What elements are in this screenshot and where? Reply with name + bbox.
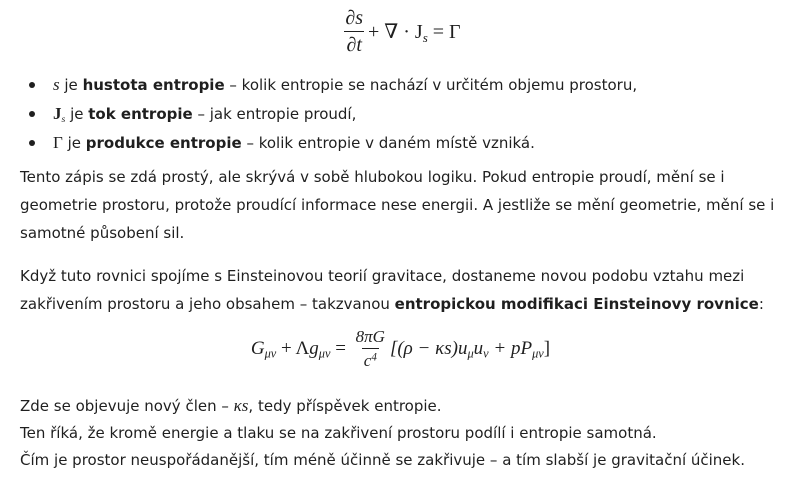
text-line: Čím je prostor neuspořádanější, tím méně účinně se zakřivuje – a tím slabší je gravitační účinek. [20,451,745,469]
fraction-denominator [362,348,379,369]
equation-divergence-term [368,21,461,43]
c-exponent: 4 [371,351,377,364]
closing-bracket: ] [543,338,551,359]
term-entropy-production: produkce entropie [85,134,242,152]
pressure-term: + pP [488,338,533,359]
equation-rhs: = Γ [427,20,461,43]
P-subscript: μν [532,346,544,361]
time-derivative-fraction [343,8,365,55]
term-entropic-modification: entropickou modifikaci Einsteinovy rovnice [394,295,759,313]
plus-lambda: + Λ [276,338,310,359]
symbol-j: J [53,104,62,123]
paragraph-geometry: Tento zápis se zdá prostý, ale skrývá v sobě hlubokou logiku. Pokud entropie proudí, mění se i geometrie prostoru, protože proudící informace nese energii. A jestliže se mění geometrie, mění se i samotné působení sil. [20,168,775,242]
flux-subscript: s [422,29,428,45]
divergence-operator: + ∇ · J [368,20,423,43]
list-item [20,70,637,99]
list-item-connector: je [59,76,83,94]
list-item [20,99,637,128]
text-line [20,393,442,419]
fraction-denominator: ∂t [344,31,363,55]
coupling-fraction [354,328,387,369]
stress-energy-term [390,338,550,359]
list-item-connector: je [62,134,86,152]
paragraph-text: Když tuto rovnici spojíme s Einsteinovou teorií gravitace, dostaneme novou podobu vztahu mezi zakřivením prostoru a jeho obsahem – takzvanou [20,267,745,313]
line-text: Zde se objevuje nový člen – [20,397,234,415]
list-item [20,128,637,157]
paragraph-einstein [20,262,790,318]
list-item-description: – kolik entropie v daném místě vzniká. [241,134,535,152]
G-subscript: μν [264,346,277,361]
entropy-balance-equation [0,8,801,55]
symbol-c: c [363,351,372,370]
inline-math-kappa-s: κs [233,396,249,415]
fraction-numerator: ∂s [345,7,364,29]
modified-einstein-equation [0,328,801,369]
list-item-description: – jak entropie proudí, [192,105,357,123]
symbol-s: s [53,75,60,94]
term-entropy-flux: tok entropie [88,105,193,123]
g-subscript: μν [318,346,331,361]
list-item-description: – kolik entropie se nachází v určitém objemu prostoru, [224,76,638,94]
density-term: [(ρ − κs)u [389,338,468,359]
symbol-j-subscript: s [61,113,66,125]
symbol-G: G [250,338,265,359]
list-item-connector: je [65,105,89,123]
symbol-u: u [473,338,484,359]
equals-sign: = [330,338,351,359]
u-mu-subscript: μ [467,346,474,361]
fraction-numerator: 8πG [355,327,385,346]
einstein-tensor [251,338,276,359]
text-line: Ten říká, že kromě energie a tlaku se na zakřivení prostoru podílí i entropie samotná. [20,424,657,442]
lambda-term [276,338,350,359]
symbol-gamma: Γ [53,133,63,152]
symbol-g: g [309,338,319,359]
line-text-end: , tedy příspěvek entropie. [248,397,442,415]
term-entropy-density: hustota entropie [82,76,225,94]
paragraph-end: : [758,295,764,313]
definition-list [20,70,637,157]
u-nu-subscript: ν [483,346,489,361]
